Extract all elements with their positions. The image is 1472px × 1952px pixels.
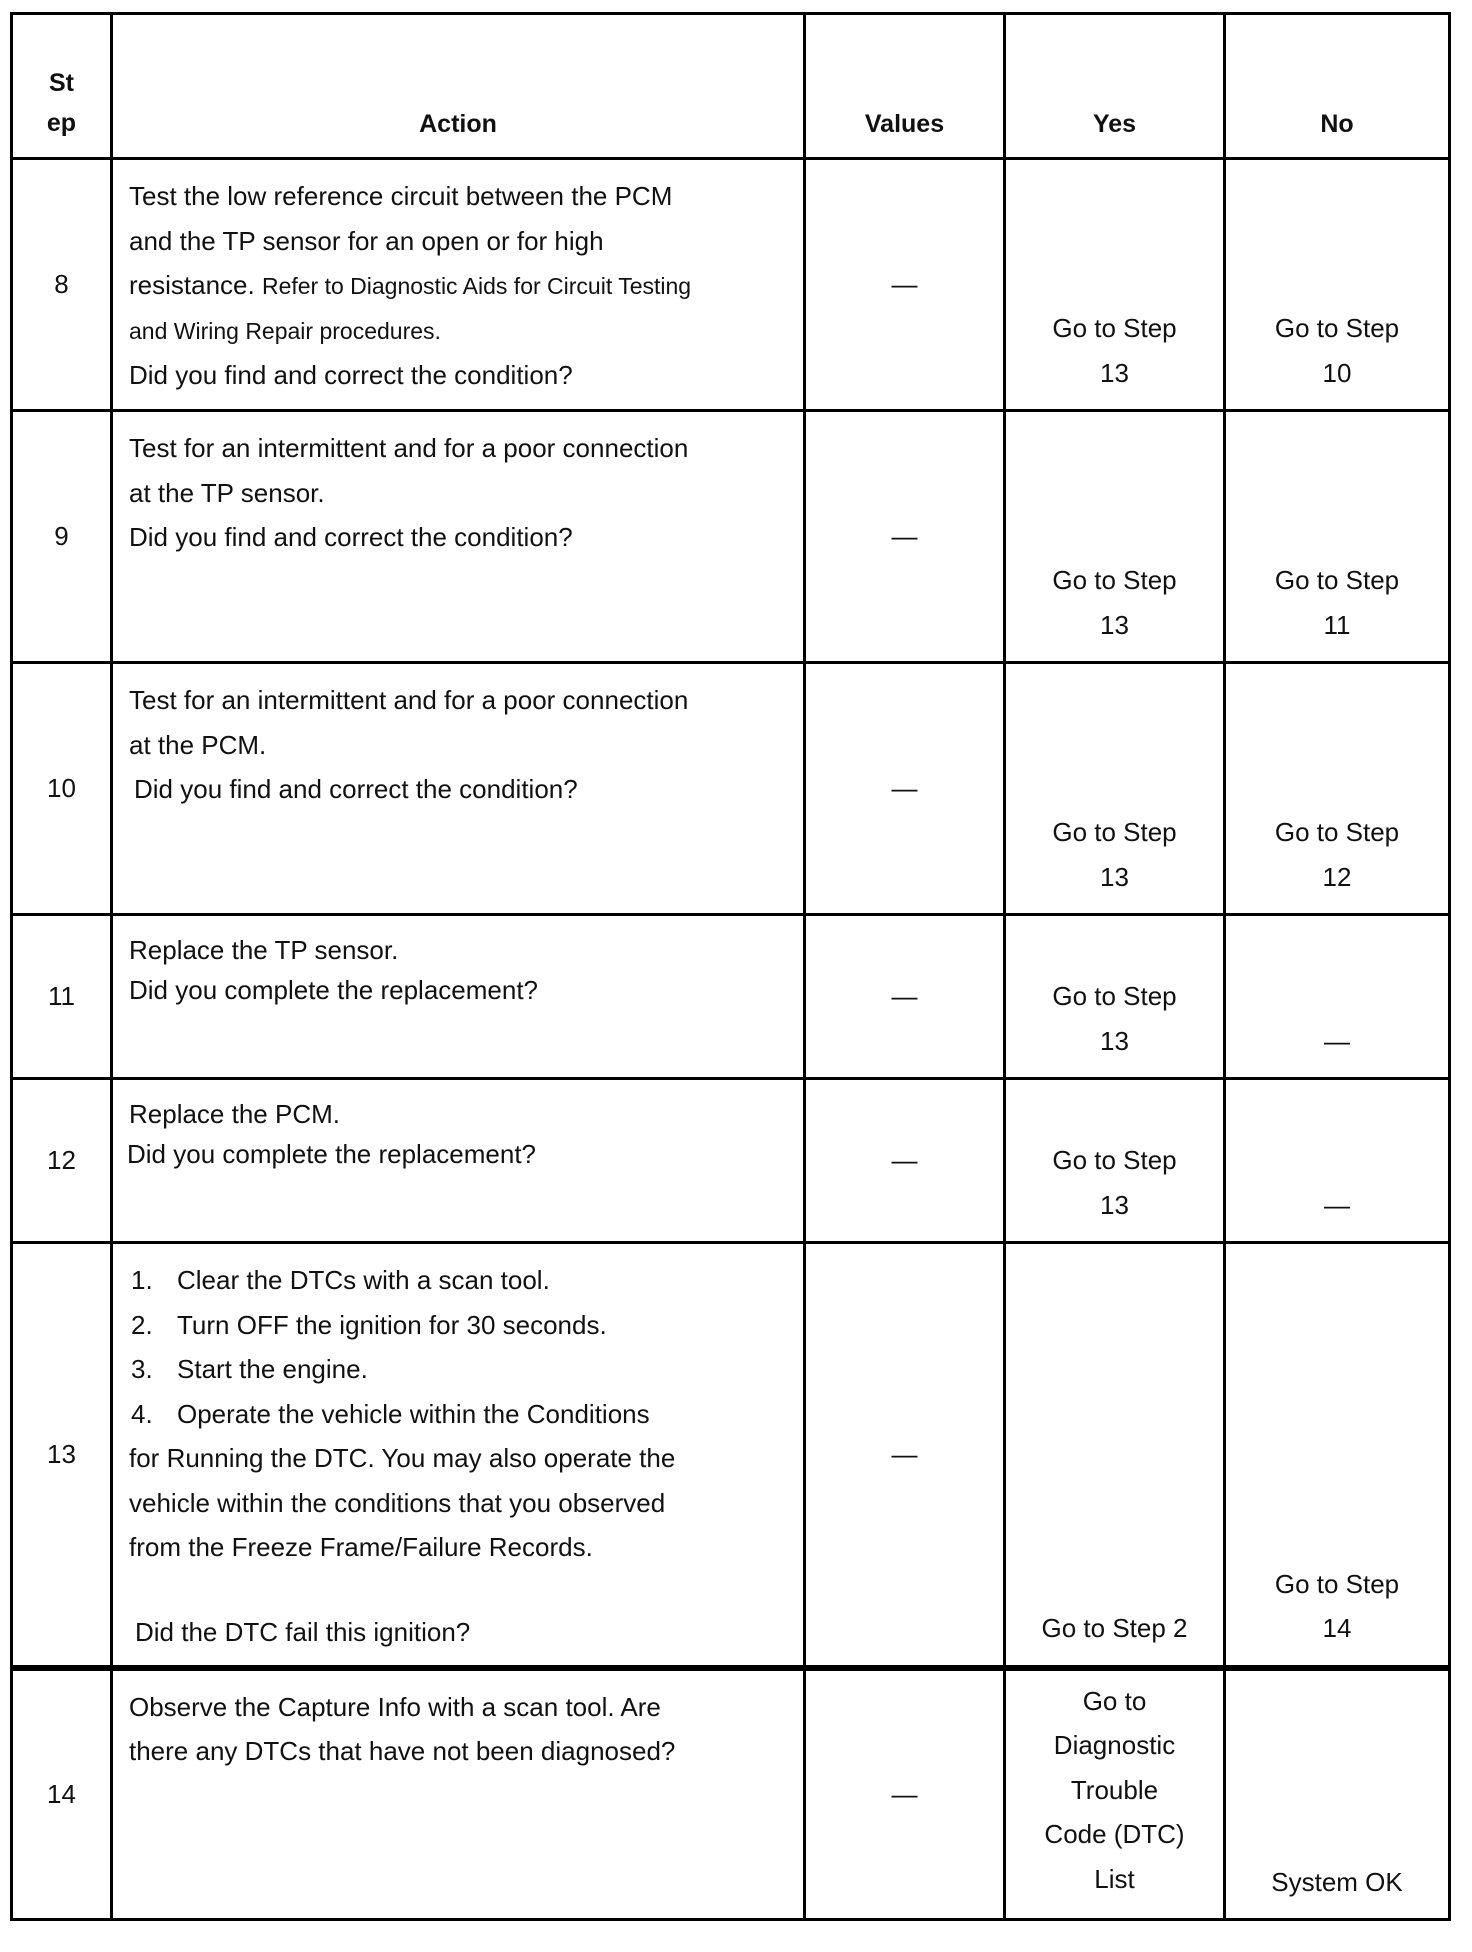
yes-line: Diagnostic bbox=[1053, 1730, 1176, 1760]
list-item-number: 2. bbox=[131, 1309, 153, 1340]
no-cell bbox=[1225, 411, 1450, 663]
no-line: 10 bbox=[1322, 357, 1352, 388]
action-question: Did you find and correct the condition? bbox=[129, 522, 573, 552]
table-row-step-14 bbox=[12, 1668, 1450, 1920]
yes-cell bbox=[1005, 1243, 1225, 1668]
step-number: 14 bbox=[12, 1668, 112, 1920]
header-row bbox=[12, 14, 1450, 159]
no-line: Go to Step bbox=[1274, 817, 1400, 847]
values-cell: — bbox=[805, 1243, 1005, 1668]
yes-cell bbox=[1005, 1668, 1225, 1920]
yes-line: 13 bbox=[1100, 357, 1129, 388]
action-line: at the TP sensor. bbox=[129, 477, 325, 508]
list-item-number: 3. bbox=[131, 1354, 153, 1384]
action-line: Test for an intermittent and for a poor connection bbox=[129, 685, 689, 715]
values-cell: — bbox=[805, 159, 1005, 411]
header-values: Values bbox=[805, 14, 1005, 159]
no-line: 11 bbox=[1323, 609, 1351, 640]
action-line: Replace the PCM. bbox=[129, 1099, 340, 1129]
action-list-item bbox=[129, 1347, 793, 1392]
values-cell: — bbox=[805, 411, 1005, 663]
action-line: Test for an intermittent and for a poor connection bbox=[129, 433, 689, 463]
list-item-text: Clear the DTCs with a scan tool. bbox=[177, 1265, 550, 1295]
list-item-text: Start the engine. bbox=[177, 1354, 368, 1384]
no-cell bbox=[1225, 1243, 1450, 1668]
action-question: Did you complete the replacement? bbox=[129, 975, 539, 1005]
no-cell bbox=[1225, 915, 1450, 1079]
table-row-step-8 bbox=[12, 159, 1450, 411]
action-line-small: and Wiring Repair procedures. bbox=[129, 317, 441, 344]
yes-line: Go to bbox=[1082, 1685, 1147, 1716]
action-line: at the PCM. bbox=[129, 729, 267, 760]
action-cell bbox=[112, 411, 805, 663]
table-row-step-11 bbox=[12, 915, 1450, 1079]
header-step bbox=[12, 14, 112, 159]
header-no: No bbox=[1225, 14, 1450, 159]
header-action: Action bbox=[112, 14, 805, 159]
action-line: resistance. bbox=[129, 270, 255, 300]
yes-cell bbox=[1005, 915, 1225, 1079]
no-line: 14 bbox=[1322, 1613, 1352, 1643]
yes-line: 13 bbox=[1100, 1025, 1129, 1056]
action-question: Did the DTC fail this ignition? bbox=[135, 1616, 471, 1647]
step-number: 11 bbox=[12, 915, 112, 1079]
yes-line: Trouble bbox=[1070, 1774, 1159, 1805]
diagnostic-table-container bbox=[10, 12, 1448, 1942]
values-cell: — bbox=[805, 1668, 1005, 1920]
no-cell bbox=[1225, 1079, 1450, 1243]
action-line: Observe the Capture Info with a scan tool. Are bbox=[129, 1691, 661, 1722]
step-number: 8 bbox=[12, 159, 112, 411]
no-line: System OK bbox=[1271, 1866, 1403, 1897]
step-number: 10 bbox=[12, 663, 112, 915]
action-line: for Running the DTC. You may also operate the bbox=[129, 1443, 676, 1473]
no-line: Go to Step bbox=[1274, 313, 1400, 343]
action-question: Did you find and correct the condition? bbox=[129, 360, 573, 390]
yes-cell bbox=[1005, 663, 1225, 915]
action-cell bbox=[112, 159, 805, 411]
table-row-step-12 bbox=[12, 1079, 1450, 1243]
action-list-item bbox=[129, 1392, 793, 1437]
action-line: vehicle within the conditions that you observed bbox=[129, 1487, 666, 1518]
yes-cell bbox=[1005, 159, 1225, 411]
table-row-step-10 bbox=[12, 663, 1450, 915]
action-cell bbox=[112, 663, 805, 915]
values-cell: — bbox=[805, 663, 1005, 915]
yes-line: Code (DTC) bbox=[1044, 1819, 1185, 1849]
yes-line: Go to Step 2 bbox=[1041, 1613, 1188, 1643]
header-step-line1: St bbox=[49, 69, 74, 97]
action-question: Did you complete the replacement? bbox=[127, 1139, 537, 1169]
step-number: 12 bbox=[12, 1079, 112, 1243]
header-step-line2: ep bbox=[46, 109, 77, 137]
action-list-item bbox=[129, 1258, 793, 1303]
no-line: Go to Step bbox=[1274, 565, 1400, 595]
yes-line: Go to Step bbox=[1052, 817, 1177, 847]
no-cell bbox=[1225, 1668, 1450, 1920]
list-item-text: Turn OFF the ignition for 30 seconds. bbox=[177, 1309, 607, 1340]
yes-cell bbox=[1005, 411, 1225, 663]
no-line: Go to Step bbox=[1274, 1568, 1400, 1599]
action-line: from the Freeze Frame/Failure Records. bbox=[129, 1532, 593, 1562]
action-cell bbox=[112, 1079, 805, 1243]
action-cell bbox=[112, 915, 805, 1079]
no-cell bbox=[1225, 159, 1450, 411]
action-line-small: Refer to Diagnostic Aids for Circuit Testing bbox=[261, 273, 692, 299]
action-line: Test the low reference circuit between the PCM bbox=[129, 181, 673, 211]
yes-line: Go to Step bbox=[1052, 313, 1177, 343]
action-cell bbox=[112, 1668, 805, 1920]
step-number: 9 bbox=[12, 411, 112, 663]
no-cell bbox=[1225, 663, 1450, 915]
no-line: — bbox=[1324, 1189, 1350, 1220]
yes-line: 13 bbox=[1100, 861, 1129, 892]
list-item-number: 1. bbox=[131, 1265, 153, 1295]
values-cell: — bbox=[805, 1079, 1005, 1243]
no-line: — bbox=[1324, 1025, 1350, 1056]
header-yes: Yes bbox=[1005, 14, 1225, 159]
step-number: 13 bbox=[12, 1243, 112, 1668]
table-row-step-13 bbox=[12, 1243, 1450, 1668]
yes-line: Go to Step bbox=[1052, 565, 1177, 595]
values-cell: — bbox=[805, 915, 1005, 1079]
yes-line: List bbox=[1094, 1863, 1135, 1894]
yes-line: Go to Step bbox=[1052, 1145, 1177, 1175]
spacer bbox=[129, 1570, 793, 1610]
yes-line: 13 bbox=[1100, 1189, 1129, 1220]
yes-line: 13 bbox=[1100, 609, 1129, 640]
action-line: Replace the TP sensor. bbox=[129, 935, 399, 965]
table-row-step-9 bbox=[12, 411, 1450, 663]
action-line: and the TP sensor for an open or for high bbox=[129, 225, 604, 256]
action-list-item bbox=[129, 1303, 793, 1348]
action-question: there any DTCs that have not been diagnosed? bbox=[129, 1736, 676, 1766]
list-item-number: 4. bbox=[131, 1398, 153, 1429]
action-cell bbox=[112, 1243, 805, 1668]
no-line: 12 bbox=[1322, 861, 1352, 892]
action-question: Did you find and correct the condition? bbox=[134, 774, 578, 804]
action-line-combined bbox=[129, 263, 793, 309]
diagnostic-steps-table bbox=[10, 12, 1451, 1921]
list-item-text: Operate the vehicle within the Conditions bbox=[177, 1398, 650, 1429]
yes-cell bbox=[1005, 1079, 1225, 1243]
yes-line: Go to Step bbox=[1052, 981, 1177, 1011]
